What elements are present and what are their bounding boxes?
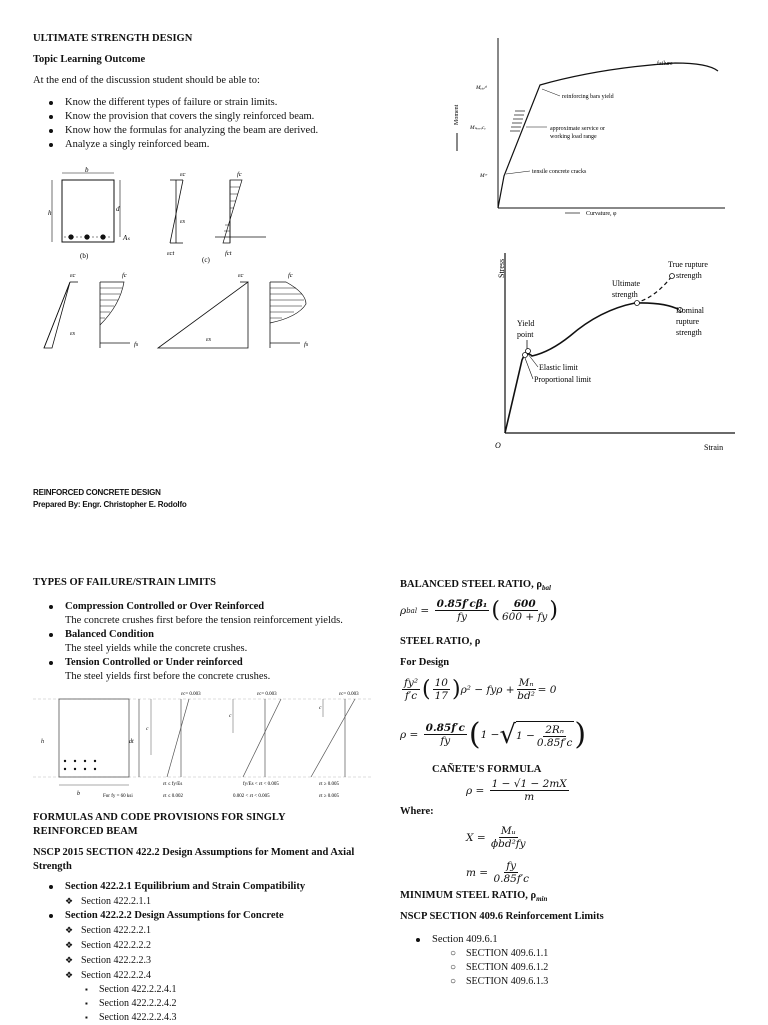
list-item-desc: The steel yields first before the concrete crushes. (65, 671, 271, 682)
course-footer: REINFORCED CONCRETE DESIGN (33, 488, 161, 497)
stress-axis-label: Stress (497, 258, 506, 278)
moment-curvature-chart (440, 33, 730, 223)
subsubsection-item: ▪ Section 422.2.2.4.2 (85, 998, 177, 1009)
stress-fct-label: fct (225, 250, 232, 257)
stress-fs2-label: fs (304, 341, 309, 348)
nscp-heading: NSCP 2015 SECTION 422.2 Design Assumptions for Moment and Axial Strength (33, 847, 355, 872)
square-bullet-icon: ▪ (85, 999, 88, 1008)
m-service-label: Mₛₑᵣᵥᵢcₑ (470, 125, 486, 131)
ec-label-1: εc= 0.003 (181, 692, 201, 697)
diamond-icon: ❖ (65, 970, 74, 980)
stress-fc-label: fc (237, 171, 242, 178)
list-item: Know how the formulas for analyzing the beam are derived. (33, 124, 433, 138)
nscp409-heading: NSCP SECTION 409.6 Reinforcement Limits (400, 911, 604, 922)
list-item: Compression Controlled or Over Reinforced (33, 600, 393, 614)
x-equation: X = $\frac{\text{Mᵤ}}{\text{ϕbd²fy}}$ (466, 825, 526, 850)
cond2b: 0.002 < εt < 0.005 (233, 794, 270, 799)
cond2a: fy/Es < εt < 0.005 (243, 782, 279, 787)
service-label: approximate service or (550, 126, 605, 132)
yield-point-label: Yield (517, 319, 535, 328)
diamond-icon: ❖ (65, 925, 74, 935)
subsection-item: ❖ Section 422.2.2.2 (65, 940, 151, 951)
subsection-item: ❖ Section 422.2.1.1 (65, 896, 151, 907)
proportional-limit-label: Proportional limit (534, 375, 592, 384)
balanced-heading: BALANCED STEEL RATIO, $\rho_{bal}$ (400, 579, 551, 593)
strain-es2-label: εs (70, 330, 76, 337)
subsubsection-item: ▪ Section 422.2.2.4.3 (85, 1012, 177, 1023)
beam-strain-diagram (30, 165, 330, 375)
stress-strain-chart (490, 248, 740, 458)
strain-dt-label: dt (129, 739, 134, 745)
canete-equation: ρ = $\frac{1 - √1 - 2mX}{m}$ (466, 778, 567, 803)
beam-d-label: d (116, 205, 120, 213)
strain-axis-label: Strain (704, 443, 724, 452)
curvature-axis-label: Curvature, φ (586, 211, 617, 217)
list-item: Know the provision that covers the singly reinforced beam. (33, 110, 433, 124)
steel-ratio-heading: STEEL RATIO, ρ (400, 636, 481, 647)
formulas-heading: FORMULAS AND CODE PROVISIONS FOR SINGLY REINFORCED BEAM (33, 812, 286, 837)
circle-bullet-icon: ○ (450, 962, 457, 973)
section-item: Section 422.2.2 Design Assumptions for Concrete (33, 909, 373, 923)
for-design-label: For Design (400, 657, 450, 668)
stress-fc2-label: fc (122, 272, 127, 279)
strain-es-label: εs (180, 218, 186, 225)
subsection-item: ○ SECTION 409.6.1.2 (450, 962, 549, 973)
yield-point-label-2: point (517, 330, 534, 339)
strain-c-label-2: c (229, 713, 232, 719)
fig-c-caption: (c) (202, 256, 210, 264)
beam-as-label: Aₛ (123, 234, 130, 242)
types-heading: TYPES OF FAILURE/STRAIN LIMITS (33, 577, 216, 588)
circle-bullet-icon: ○ (450, 976, 457, 987)
square-bullet-icon: ▪ (85, 985, 88, 994)
subsection-item: ❖ Section 422.2.2.1 (65, 925, 151, 936)
min-ratio-heading: MINIMUM STEEL RATIO, $\rho_{min}$ (400, 890, 548, 904)
square-bullet-icon: ▪ (85, 1013, 88, 1022)
strain-ec3-label: εc (238, 272, 244, 279)
ultimate-label: Ultimate (612, 279, 640, 288)
nominal-label: Nominal (676, 306, 704, 315)
strain-h-label: h (41, 739, 44, 745)
cracks-label: tensile concrete cracks (532, 169, 587, 175)
nominal-label-2: rupture (676, 317, 700, 326)
reinforcement-limits-list (400, 933, 740, 989)
elastic-limit-label: Elastic limit (539, 363, 578, 372)
moment-axis-label: Moment (454, 104, 460, 125)
m-equation: m = $\frac{fy}{0.85f'c}$ (466, 860, 529, 885)
outcome-heading: Topic Learning Outcome (33, 54, 146, 65)
subsubsection-item: ▪ Section 422.2.2.4.1 (85, 984, 177, 995)
strain-ect-label: εct (167, 250, 175, 257)
cond3b: εt ≥ 0.005 (319, 794, 339, 799)
cond1b: εt ≤ 0.002 (163, 794, 183, 799)
m-cr-label: Mᶜʳ (480, 173, 488, 179)
list-item: Tension Controlled or Under reinforced (33, 656, 393, 670)
where-label: Where: (400, 806, 434, 817)
subsection-item: ○ SECTION 409.6.1.1 (450, 948, 549, 959)
diamond-icon: ❖ (65, 955, 74, 965)
types-list (33, 600, 393, 684)
fig-b-caption: (b) (80, 252, 89, 260)
beam-b-label: b (85, 166, 89, 174)
m-yield-label: Mᵧᵢₑₗᵈ (476, 85, 487, 91)
list-item: Know the different types of failure or strain limits. (33, 96, 433, 110)
list-item-desc: The concrete crushes first before the tension reinforcement yields. (65, 615, 343, 626)
list-item: Analyze a singly reinforced beam. (33, 138, 433, 152)
circle-bullet-icon: ○ (450, 948, 457, 959)
section-item: Section 409.6.1 (400, 933, 740, 947)
stress-fc3-label: fc (288, 272, 293, 279)
list-item-desc: The steel yields while the concrete crushes. (65, 643, 248, 654)
prepared-by: Prepared By: Engr. Christopher E. Rodolfo (33, 500, 187, 509)
cond3a: εt ≥ 0.005 (319, 782, 339, 787)
true-rupture-label: True rupture (668, 260, 708, 269)
strain-ec-label: εc (180, 171, 186, 178)
subsection-item: ❖ Section 422.2.2.3 (65, 955, 151, 966)
section-item: Section 422.2.1 Equilibrium and Strain Compatibility (33, 880, 373, 894)
outcome-intro: At the end of the discussion student should be able to: (33, 75, 260, 86)
fy-note: For fy = 60 ksi (103, 794, 133, 799)
service-label-2: working load range (550, 134, 597, 140)
outcome-list (33, 96, 433, 152)
ec-label-2: εc= 0.003 (257, 692, 277, 697)
ultimate-label-2: strength (612, 290, 638, 299)
true-curve (635, 276, 672, 303)
strain-ec2-label: εc (70, 272, 76, 279)
design-equation: $\frac{\text{fy²}}{f'c}$ ( $\frac{10}{17}$ ) ρ² − fyρ + $\frac{\text{Mₙ}}{\text{bd²}}$ = 0 (404, 677, 557, 702)
stress-fs-label: fs (134, 341, 139, 348)
document-title: ULTIMATE STRENGTH DESIGN (33, 33, 193, 44)
failure-label: failure (657, 61, 673, 67)
strain-c-label-1: c (146, 726, 149, 732)
list-item: Balanced Condition (33, 628, 393, 642)
beam-h-label: h (48, 209, 52, 217)
diamond-icon: ❖ (65, 940, 74, 950)
strain-es3-label: εs (206, 336, 212, 343)
subsection-item: ○ SECTION 409.6.1.3 (450, 976, 549, 987)
diamond-icon: ❖ (65, 896, 74, 906)
ec-label-3: εc= 0.003 (339, 692, 359, 697)
cond1a: εt ≤ fy/Es (163, 782, 183, 787)
strain-b-label: b (77, 791, 80, 797)
true-rupture-label-2: strength (676, 271, 702, 280)
nominal-label-3: strength (676, 328, 702, 337)
rho-equation: ρ = $\frac{0.85f'c}{fy}$ ( 1 − √ 1 − $\frac{\text{2Rₙ}}{0.85f'c}$ ) (400, 717, 587, 752)
origin-label: O (495, 441, 501, 450)
balanced-equation: ρ bal = $\frac{\text{0.85f′cβ₁}}{fy}$ ( $\frac{600}{600 + fy}$ ) (400, 598, 558, 623)
strain-c-label-3: c (319, 705, 322, 711)
strain-limits-figure (33, 685, 373, 805)
section-list (33, 880, 373, 1025)
subsection-item: ❖ Section 422.2.2.4 (65, 970, 151, 981)
canete-heading: CAÑETE'S FORMULA (432, 764, 542, 775)
yield-label: reinforcing bars yield (562, 94, 614, 100)
